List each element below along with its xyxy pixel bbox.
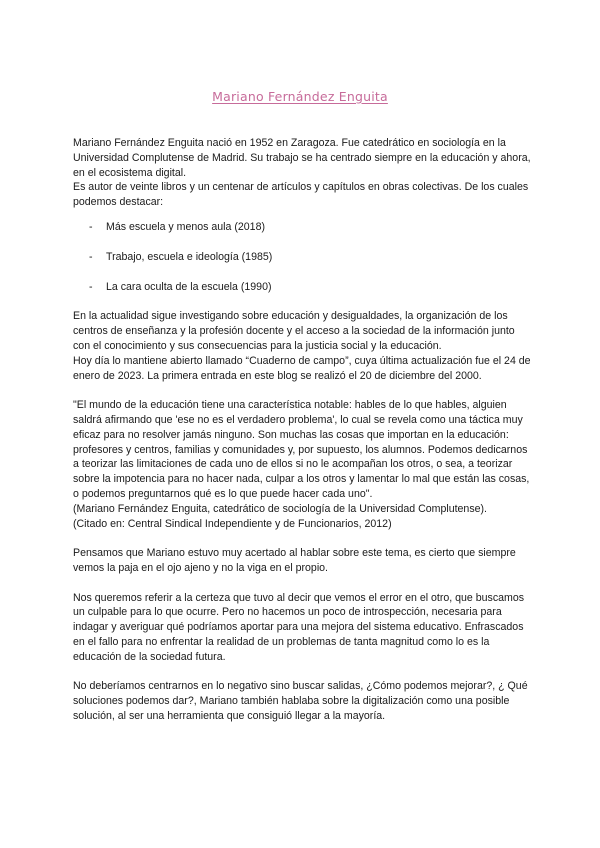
book-list xyxy=(73,220,533,294)
list-bullet: - xyxy=(89,220,93,233)
intro-paragraph: Mariano Fernández Enguita nació en 1952 en Zaragoza. Fue catedrático en sociología en la Universidad Complutense de Madrid. Su trabajo se ha centrado siempre en la educación y ahora, en el ecosistema digital. xyxy=(73,137,531,179)
quote-paragraph: "El mundo de la educación tiene una característica notable: hables de lo que hables, alguien saldrá afirmando que 'ese no es el verdadero problema', lo cual se revela como una táctica muy eficaz para no resolver jamás ninguno. Son muchas las cosas que importan en la educación: profesores y centros, familias y comunidades y, por supuesto, los alumnos. Podemos dedicarnos a teorizar las limitaciones de cada uno de ellos si no le acompañan los otros, o sea, a teorizar sobre la impotencia para no hacer nada, culpar a los otros y lamentar lo mal que están las cosas, o podemos preguntarnos qué es lo que puede hacer cada uno". xyxy=(73,399,530,500)
body-paragraph: No deberíamos centrarnos en lo negativo sino buscar salidas, ¿Cómo podemos mejorar?, ¿ Qué soluciones podemos dar?, Mariano también hablaba sobre la digitalización como una posible solución, al ser una herramienta que consiguió llegar a la mayoría. xyxy=(73,680,528,722)
research-paragraph: Hoy día lo mantiene abierto llamado “Cuaderno de campo”, cuya última actualización fue el 24 de enero de 2023. La primera entrada en este blog se realizó el 20 de diciembre del 2000. xyxy=(73,354,531,382)
body-paragraph: Pensamos que Mariano estuvo muy acertado al hablar sobre este tema, es cierto que siempre vemos la paja en el ojo ajeno y no la viga en el propio. xyxy=(73,547,516,574)
document-body xyxy=(73,136,533,724)
intro-paragraph: Es autor de veinte libros y un centenar de artículos y capítulos en obras colectivas. De los cuales podemos destacar: xyxy=(73,181,529,209)
page-title: Mariano Fernández Enguita xyxy=(212,89,388,104)
list-item-text: Más escuela y menos aula (2018) xyxy=(106,220,265,233)
list-bullet: - xyxy=(89,250,93,263)
research-paragraph: En la actualidad sigue investigando sobre educación y desigualdades, la organización de los centros de enseñanza y la profesión docente y el acceso a la sociedad de la información junto con el conocimiento y sus consecuencias para la justicia social y la educación. xyxy=(73,310,515,352)
list-item xyxy=(73,280,533,295)
list-item xyxy=(73,220,533,235)
body-paragraph: Nos queremos referir a la certeza que tuvo al decir que vemos el error en el otro, que buscamos un culpable para lo que ocurre. Pero no hacemos un poco de introspección, necesaria para indagar y averiguar qué podríamos aportar para una mejora del sistema educativo. Enfrascados en el fallo para no enfrentar la realidad de un problemas de tanta magnitud como lo es la educación de la sociedad futura. xyxy=(73,591,525,663)
list-bullet: - xyxy=(89,280,93,293)
quote-attribution: (Mariano Fernández Enguita, catedrático de sociología de la Universidad Complutense). xyxy=(73,502,487,515)
list-item-text: La cara oculta de la escuela (1990) xyxy=(106,280,272,293)
list-item-text: Trabajo, escuela e ideología (1985) xyxy=(106,250,273,263)
list-item xyxy=(73,250,533,265)
quote-citation: (Citado en: Central Sindical Independiente y de Funcionarios, 2012) xyxy=(73,517,392,530)
